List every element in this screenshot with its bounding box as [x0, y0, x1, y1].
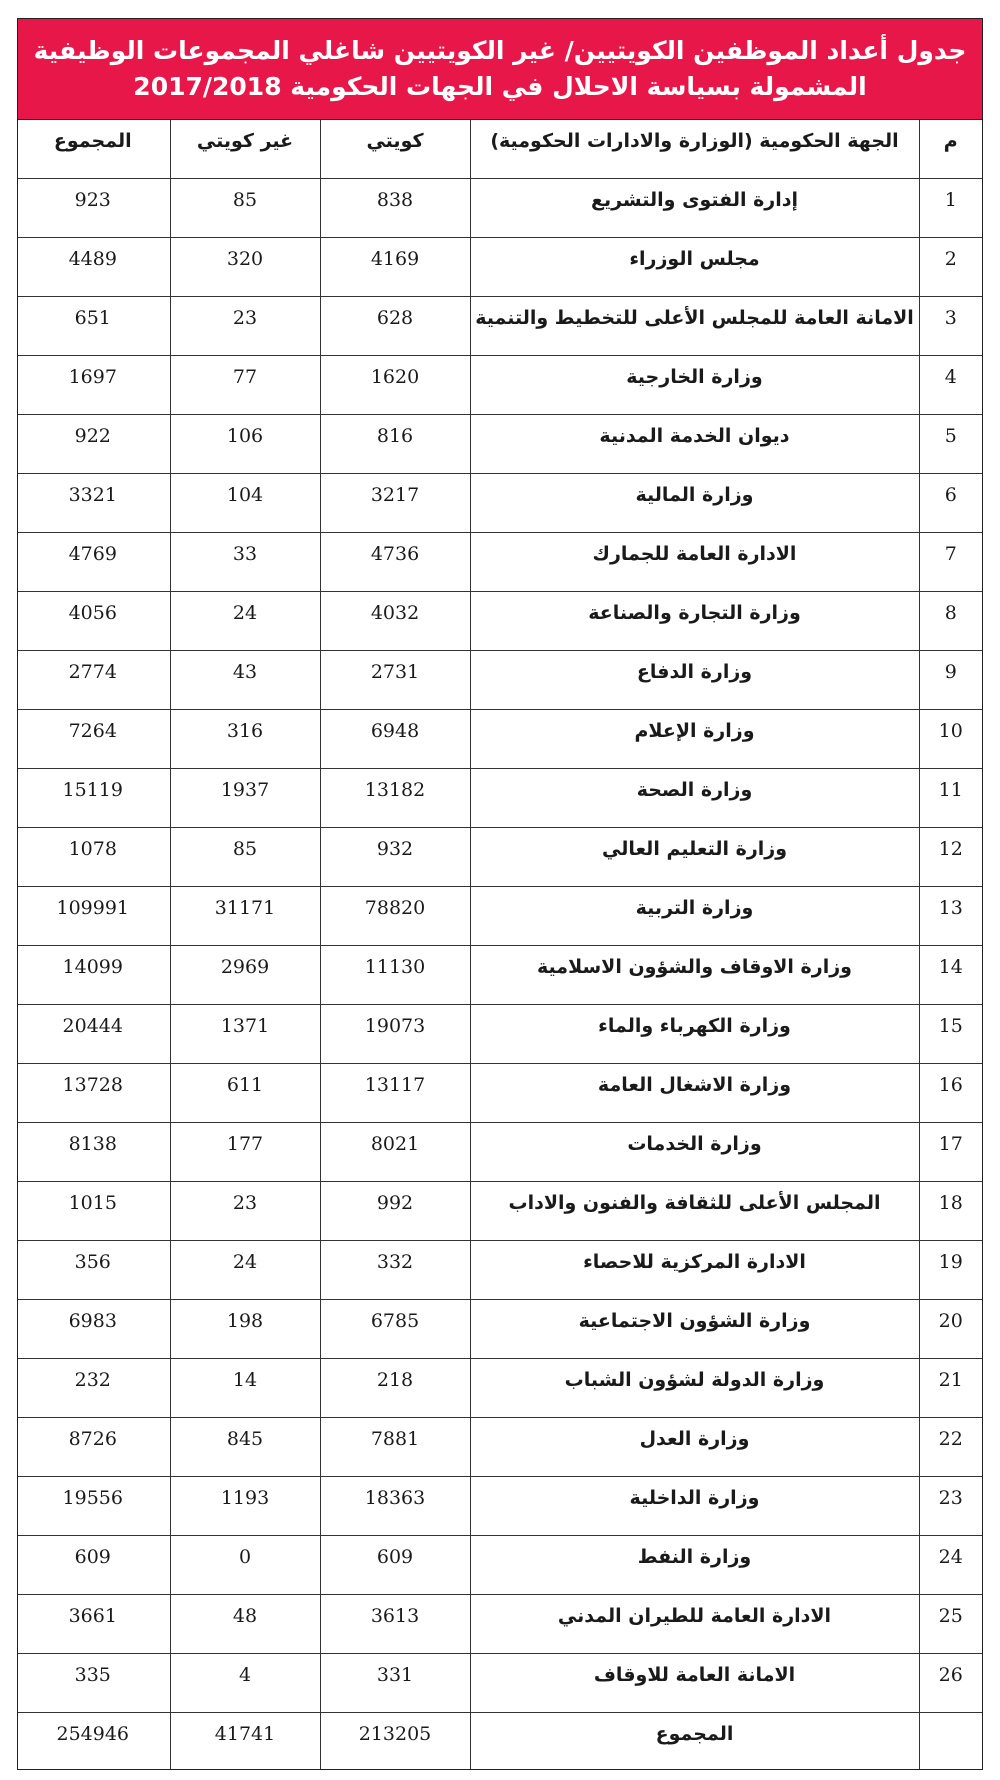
- value-cell: 232: [17, 1358, 170, 1417]
- value-cell: 1078: [17, 827, 170, 886]
- value-cell: 19073: [320, 1004, 470, 1063]
- entity-cell: وزارة الكهرباء والماء: [470, 1004, 919, 1063]
- value-cell: 26: [919, 1653, 982, 1712]
- header-row: [17, 120, 982, 178]
- value-cell: 109991: [17, 886, 170, 945]
- entity-cell: الامانة العامة للمجلس الأعلى للتخطيط والتنمية: [470, 296, 919, 355]
- entity-cell: وزارة التعليم العالي: [470, 827, 919, 886]
- value-cell: 218: [320, 1358, 470, 1417]
- header-cell: غير كويتي: [170, 120, 320, 178]
- value-cell: 13: [919, 886, 982, 945]
- value-cell: 3321: [17, 473, 170, 532]
- entity-cell: وزارة التجارة والصناعة: [470, 591, 919, 650]
- value-cell: 651: [17, 296, 170, 355]
- table-row: [17, 709, 982, 768]
- value-cell: 1: [919, 178, 982, 237]
- title-banner: [18, 19, 982, 120]
- entity-cell: وزارة التربية: [470, 886, 919, 945]
- table-row: [17, 237, 982, 296]
- value-cell: [919, 1712, 982, 1770]
- entity-cell: وزارة النفط: [470, 1535, 919, 1594]
- value-cell: 932: [320, 827, 470, 886]
- value-cell: 1015: [17, 1181, 170, 1240]
- value-cell: 8021: [320, 1122, 470, 1181]
- value-cell: 4169: [320, 237, 470, 296]
- entity-cell: وزارة العدل: [470, 1417, 919, 1476]
- value-cell: 7: [919, 532, 982, 591]
- value-cell: 10: [919, 709, 982, 768]
- entity-cell: وزارة الخارجية: [470, 355, 919, 414]
- value-cell: 2774: [17, 650, 170, 709]
- table-row: [17, 414, 982, 473]
- value-cell: 14: [170, 1358, 320, 1417]
- value-cell: 8138: [17, 1122, 170, 1181]
- value-cell: 4056: [17, 591, 170, 650]
- table-row: [17, 945, 982, 1004]
- value-cell: 3661: [17, 1594, 170, 1653]
- value-cell: 106: [170, 414, 320, 473]
- value-cell: 8726: [17, 1417, 170, 1476]
- entity-cell: وزارة المالية: [470, 473, 919, 532]
- value-cell: 7881: [320, 1417, 470, 1476]
- entity-cell: ديوان الخدمة المدنية: [470, 414, 919, 473]
- table-row: [17, 1004, 982, 1063]
- value-cell: 3: [919, 296, 982, 355]
- value-cell: 22: [919, 1417, 982, 1476]
- value-cell: 6948: [320, 709, 470, 768]
- entity-cell: وزارة الدفاع: [470, 650, 919, 709]
- value-cell: 1371: [170, 1004, 320, 1063]
- value-cell: 316: [170, 709, 320, 768]
- value-cell: 4489: [17, 237, 170, 296]
- value-cell: 13728: [17, 1063, 170, 1122]
- entity-cell: إدارة الفتوى والتشريع: [470, 178, 919, 237]
- value-cell: 15119: [17, 768, 170, 827]
- value-cell: 18: [919, 1181, 982, 1240]
- header-cell: المجموع: [17, 120, 170, 178]
- value-cell: 838: [320, 178, 470, 237]
- value-cell: 23: [170, 1181, 320, 1240]
- title-line-2: المشمولة بسياسة الاحلال في الجهات الحكومية 2017/2018: [133, 72, 867, 101]
- value-cell: 816: [320, 414, 470, 473]
- value-cell: 19556: [17, 1476, 170, 1535]
- table-row: [17, 1535, 982, 1594]
- value-cell: 23: [170, 296, 320, 355]
- value-cell: 24: [170, 591, 320, 650]
- value-cell: 213205: [320, 1712, 470, 1770]
- table-row: [17, 1358, 982, 1417]
- table-row: [17, 1594, 982, 1653]
- value-cell: 24: [170, 1240, 320, 1299]
- value-cell: 4: [919, 355, 982, 414]
- title-line-1: جدول أعداد الموظفين الكويتيين/ غير الكويتيين شاغلي المجموعات الوظيفية: [33, 36, 967, 65]
- value-cell: 33: [170, 532, 320, 591]
- value-cell: 4032: [320, 591, 470, 650]
- entity-cell: الادارة المركزية للاحصاء: [470, 1240, 919, 1299]
- value-cell: 24: [919, 1535, 982, 1594]
- header-cell: م: [919, 120, 982, 178]
- entity-cell: الادارة العامة للجمارك: [470, 532, 919, 591]
- entity-cell: وزارة الصحة: [470, 768, 919, 827]
- value-cell: 332: [320, 1240, 470, 1299]
- table-frame: [17, 18, 983, 1770]
- value-cell: 14: [919, 945, 982, 1004]
- value-cell: 2969: [170, 945, 320, 1004]
- entity-cell: المجلس الأعلى للثقافة والفنون والاداب: [470, 1181, 919, 1240]
- value-cell: 43: [170, 650, 320, 709]
- value-cell: 104: [170, 473, 320, 532]
- value-cell: 923: [17, 178, 170, 237]
- value-cell: 13117: [320, 1063, 470, 1122]
- value-cell: 177: [170, 1122, 320, 1181]
- value-cell: 611: [170, 1063, 320, 1122]
- table-row: [17, 886, 982, 945]
- value-cell: 20444: [17, 1004, 170, 1063]
- value-cell: 21: [919, 1358, 982, 1417]
- table-row: [17, 591, 982, 650]
- value-cell: 2: [919, 237, 982, 296]
- table-row: [17, 532, 982, 591]
- value-cell: 198: [170, 1299, 320, 1358]
- value-cell: 992: [320, 1181, 470, 1240]
- value-cell: 1697: [17, 355, 170, 414]
- value-cell: 1620: [320, 355, 470, 414]
- value-cell: 6785: [320, 1299, 470, 1358]
- value-cell: 4736: [320, 532, 470, 591]
- header-cell: كويتي: [320, 120, 470, 178]
- value-cell: 14099: [17, 945, 170, 1004]
- table-row: [17, 1181, 982, 1240]
- value-cell: 609: [17, 1535, 170, 1594]
- table-row: [17, 1299, 982, 1358]
- value-cell: 25: [919, 1594, 982, 1653]
- employees-table: [17, 120, 982, 1770]
- table-row: [17, 178, 982, 237]
- value-cell: 335: [17, 1653, 170, 1712]
- value-cell: 19: [919, 1240, 982, 1299]
- entity-cell: وزارة الشؤون الاجتماعية: [470, 1299, 919, 1358]
- value-cell: 41741: [170, 1712, 320, 1770]
- entity-cell: مجلس الوزراء: [470, 237, 919, 296]
- value-cell: 6983: [17, 1299, 170, 1358]
- entity-cell: وزارة الدولة لشؤون الشباب: [470, 1358, 919, 1417]
- table-row: [17, 650, 982, 709]
- value-cell: 23: [919, 1476, 982, 1535]
- table-row: [17, 827, 982, 886]
- total-row: [17, 1712, 982, 1770]
- value-cell: 254946: [17, 1712, 170, 1770]
- table-row: [17, 473, 982, 532]
- table-row: [17, 1122, 982, 1181]
- value-cell: 0: [170, 1535, 320, 1594]
- table-row: [17, 1063, 982, 1122]
- value-cell: 3217: [320, 473, 470, 532]
- entity-cell: وزارة الداخلية: [470, 1476, 919, 1535]
- value-cell: 1937: [170, 768, 320, 827]
- value-cell: 4: [170, 1653, 320, 1712]
- value-cell: 2731: [320, 650, 470, 709]
- table-row: [17, 768, 982, 827]
- value-cell: 8: [919, 591, 982, 650]
- table-row: [17, 1476, 982, 1535]
- entity-cell: وزارة الاوقاف والشؤون الاسلامية: [470, 945, 919, 1004]
- value-cell: 20: [919, 1299, 982, 1358]
- table-row: [17, 1653, 982, 1712]
- table-row: [17, 1417, 982, 1476]
- value-cell: 845: [170, 1417, 320, 1476]
- value-cell: 16: [919, 1063, 982, 1122]
- value-cell: 12: [919, 827, 982, 886]
- value-cell: 3613: [320, 1594, 470, 1653]
- entity-cell: المجموع: [470, 1712, 919, 1770]
- value-cell: 4769: [17, 532, 170, 591]
- value-cell: 331: [320, 1653, 470, 1712]
- table-body: [17, 178, 982, 1770]
- value-cell: 7264: [17, 709, 170, 768]
- entity-cell: الادارة العامة للطيران المدني: [470, 1594, 919, 1653]
- value-cell: 31171: [170, 886, 320, 945]
- value-cell: 85: [170, 827, 320, 886]
- value-cell: 11130: [320, 945, 470, 1004]
- value-cell: 356: [17, 1240, 170, 1299]
- table-row: [17, 355, 982, 414]
- value-cell: 78820: [320, 886, 470, 945]
- entity-cell: وزارة الخدمات: [470, 1122, 919, 1181]
- value-cell: 17: [919, 1122, 982, 1181]
- table-row: [17, 1240, 982, 1299]
- value-cell: 320: [170, 237, 320, 296]
- value-cell: 9: [919, 650, 982, 709]
- entity-cell: وزارة الإعلام: [470, 709, 919, 768]
- value-cell: 77: [170, 355, 320, 414]
- value-cell: 15: [919, 1004, 982, 1063]
- value-cell: 11: [919, 768, 982, 827]
- entity-cell: وزارة الاشغال العامة: [470, 1063, 919, 1122]
- value-cell: 628: [320, 296, 470, 355]
- value-cell: 609: [320, 1535, 470, 1594]
- table-row: [17, 296, 982, 355]
- value-cell: 5: [919, 414, 982, 473]
- value-cell: 922: [17, 414, 170, 473]
- value-cell: 48: [170, 1594, 320, 1653]
- value-cell: 85: [170, 178, 320, 237]
- header-cell: الجهة الحكومية (الوزارة والادارات الحكومية): [470, 120, 919, 178]
- value-cell: 1193: [170, 1476, 320, 1535]
- value-cell: 18363: [320, 1476, 470, 1535]
- entity-cell: الامانة العامة للاوقاف: [470, 1653, 919, 1712]
- value-cell: 6: [919, 473, 982, 532]
- value-cell: 13182: [320, 768, 470, 827]
